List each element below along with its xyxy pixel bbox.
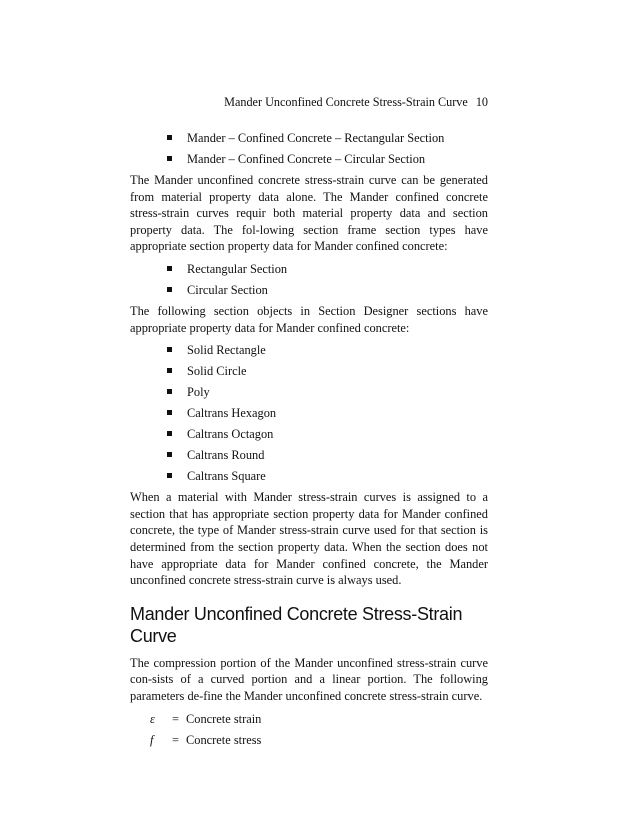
- square-bullet-icon: [167, 156, 172, 161]
- parameter-definitions: [130, 711, 488, 753]
- definition-text: Concrete stress: [186, 732, 262, 747]
- definition-text: Concrete strain: [186, 711, 262, 726]
- paragraph-section-objects: The following section objects in Section Designer sections have appropriate property data for Mander confined concrete:: [130, 303, 488, 335]
- list-item: Mander – Confined Concrete – Circular Section: [164, 151, 488, 172]
- definition-symbol: ε: [150, 711, 155, 726]
- running-header: [130, 95, 488, 110]
- list-item: Circular Section: [164, 282, 488, 303]
- list-item: Poly: [164, 384, 488, 405]
- square-bullet-icon: [167, 431, 172, 436]
- definition-equals: =: [172, 732, 179, 747]
- section-types-list: [130, 261, 488, 303]
- square-bullet-icon: [167, 410, 172, 415]
- square-bullet-icon: [167, 368, 172, 373]
- definition-equals: =: [172, 711, 179, 726]
- list-item: Caltrans Round: [164, 447, 488, 468]
- list-item: Caltrans Square: [164, 468, 488, 489]
- section-objects-list: [130, 342, 488, 489]
- page-body: [130, 130, 488, 753]
- list-item: Mander – Confined Concrete – Rectangular Section: [164, 130, 488, 151]
- list-item: Solid Rectangle: [164, 342, 488, 363]
- paragraph-curve-selection: When a material with Mander stress-strain curves is assigned to a section that has appropriate section property data for Mander confined concrete, the type of Mander stress-strain curve used for that section is determined from the section property data. When the section does not have appropriate data for Mander confined concrete, the Mander unconfined concrete stress-strain curve is always used.: [130, 490, 488, 588]
- square-bullet-icon: [167, 287, 172, 292]
- square-bullet-icon: [167, 473, 172, 478]
- square-bullet-icon: [167, 452, 172, 457]
- square-bullet-icon: [167, 389, 172, 394]
- list-item: Solid Circle: [164, 363, 488, 384]
- definition-row: [150, 732, 488, 753]
- running-title: Mander Unconfined Concrete Stress-Strain Curve: [224, 95, 468, 109]
- square-bullet-icon: [167, 347, 172, 352]
- confined-curve-list: [130, 130, 488, 172]
- definition-row: [150, 711, 488, 732]
- square-bullet-icon: [167, 266, 172, 271]
- section-heading: Mander Unconfined Concrete Stress-Strain Curve: [130, 603, 463, 646]
- definition-symbol: f: [150, 732, 154, 747]
- list-item: Caltrans Octagon: [164, 426, 488, 447]
- paragraph-parameters: The compression portion of the Mander unconfined stress-strain curve con-sists of a curved portion and a linear portion. The following parameters de-fine the Mander unconfined concrete stress-strain curve.: [130, 655, 488, 703]
- list-item: Rectangular Section: [164, 261, 488, 282]
- square-bullet-icon: [167, 135, 172, 140]
- list-item: Caltrans Hexagon: [164, 405, 488, 426]
- paragraph-intro: The Mander unconfined concrete stress-strain curve can be generated from material property data alone. The Mander confined concrete stress-strain curves requir both material property data and section property data. The fol-lowing section frame section types have appropriate section property data for Mander confined concrete:: [130, 173, 488, 254]
- page-number: 10: [475, 95, 488, 109]
